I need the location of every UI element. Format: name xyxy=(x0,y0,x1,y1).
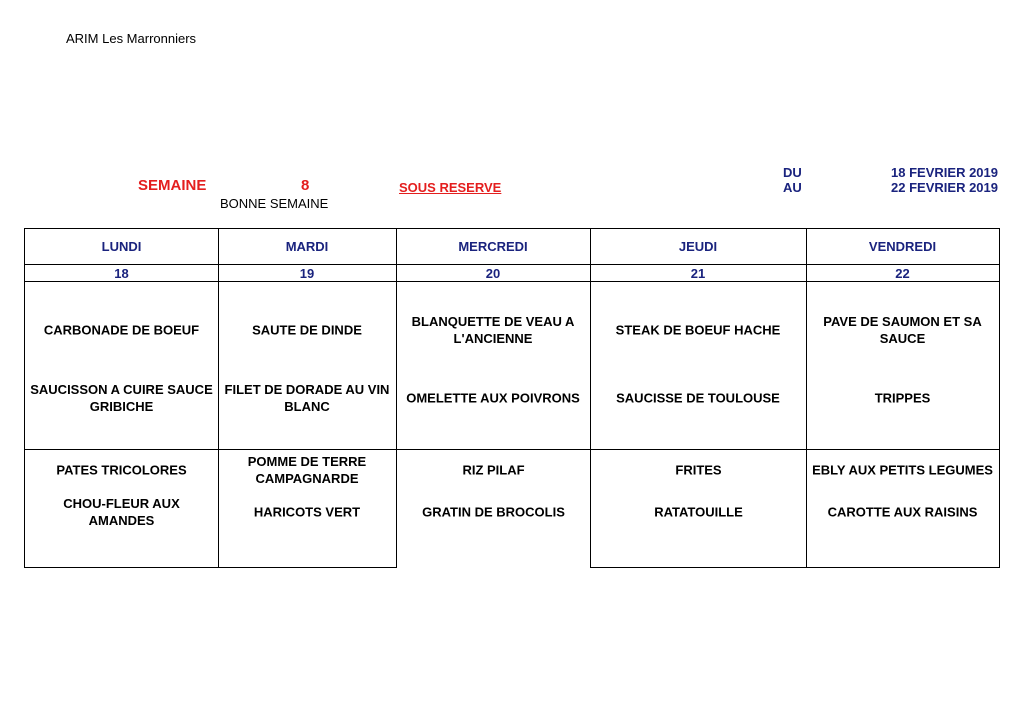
main-dishes-cell xyxy=(24,282,219,450)
week-label: SEMAINE xyxy=(138,177,207,194)
main-dish: BLANQUETTE DE VEAU A L'ANCIENNE xyxy=(411,314,575,346)
side-dish: HARICOTS VERT xyxy=(253,504,361,520)
day-name: JEUDI xyxy=(590,228,807,265)
side-dish: FRITES xyxy=(675,462,722,478)
side-dishes-cell xyxy=(396,450,591,568)
main-dishes-cell xyxy=(590,282,807,450)
side-dish: RATATOUILLE xyxy=(654,504,743,520)
main-dish: OMELETTE AUX POIVRONS xyxy=(406,390,580,406)
main-dishes-cell xyxy=(396,282,591,450)
day-date: 21 xyxy=(590,265,807,282)
main-dish: CARBONADE DE BOEUF xyxy=(43,322,200,338)
day-name: LUNDI xyxy=(24,228,219,265)
main-dish: SAUTE DE DINDE xyxy=(252,322,362,338)
day-name: MERCREDI xyxy=(396,228,591,265)
side-dishes-cell xyxy=(218,450,397,568)
main-dish: FILET DE DORADE AU VIN BLANC xyxy=(224,382,390,414)
side-dish: PATES TRICOLORES xyxy=(56,462,187,478)
day-date: 18 xyxy=(24,265,219,282)
main-dish: SAUCISSON A CUIRE SAUCE GRIBICHE xyxy=(30,382,213,414)
side-dishes-cell xyxy=(590,450,807,568)
side-dish: GRATIN DE BROCOLIS xyxy=(422,504,565,520)
day-date: 20 xyxy=(396,265,591,282)
date-to-value: 22 FEVRIER 2019 xyxy=(891,180,998,195)
main-dish: SAUCISSE DE TOULOUSE xyxy=(616,390,780,406)
side-dish: POMME DE TERRE CAMPAGNARDE xyxy=(247,454,367,486)
side-dishes-cell xyxy=(806,450,1000,568)
main-dish: STEAK DE BOEUF HACHE xyxy=(615,322,781,338)
side-dish: RIZ PILAF xyxy=(462,462,525,478)
side-dish: CHOU-FLEUR AUX AMANDES xyxy=(63,496,180,528)
day-name: MARDI xyxy=(218,228,397,265)
side-dish: EBLY AUX PETITS LEGUMES xyxy=(812,462,993,478)
main-dishes-cell xyxy=(806,282,1000,450)
day-date: 22 xyxy=(806,265,1000,282)
day-name: VENDREDI xyxy=(806,228,1000,265)
day-date: 19 xyxy=(218,265,397,282)
main-dish: PAVE DE SAUMON ET SA SAUCE xyxy=(823,314,982,346)
date-from-label: DU xyxy=(783,165,802,180)
organization-name: ARIM Les Marronniers xyxy=(66,31,197,46)
week-number: 8 xyxy=(301,177,310,194)
main-dish: TRIPPES xyxy=(874,390,931,406)
date-from-value: 18 FEVRIER 2019 xyxy=(891,165,998,180)
reserve-note: SOUS RESERVE xyxy=(399,180,502,195)
date-to-label: AU xyxy=(783,180,802,195)
greeting-text: BONNE SEMAINE xyxy=(220,196,329,211)
main-dishes-cell xyxy=(218,282,397,450)
side-dish: CAROTTE AUX RAISINS xyxy=(827,504,978,520)
side-dishes-cell xyxy=(24,450,219,568)
